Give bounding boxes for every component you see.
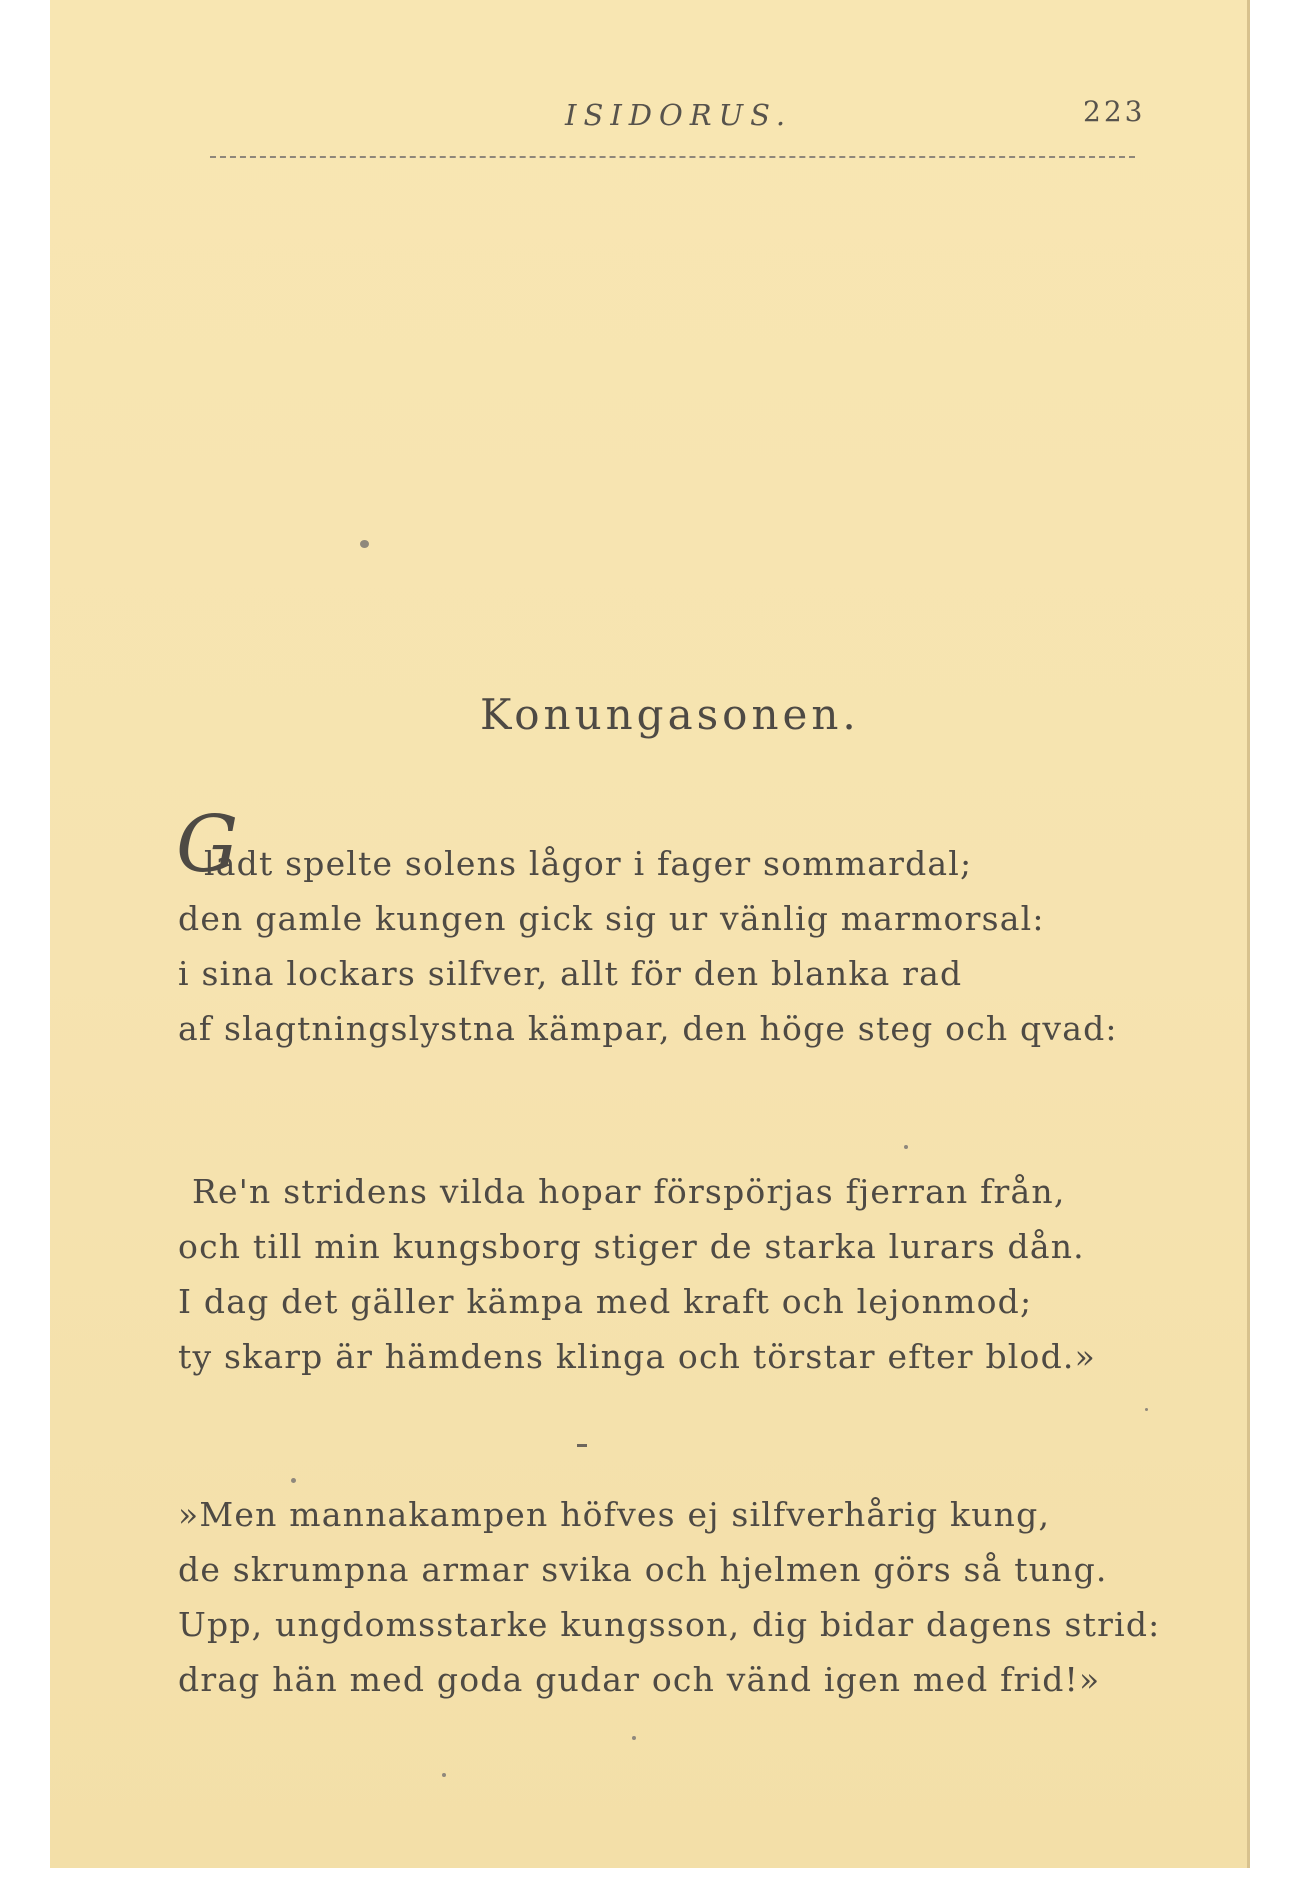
drop-cap-initial: G bbox=[176, 800, 239, 890]
verse-line: ladt spelte solens lågor i fager sommardal; bbox=[204, 844, 973, 883]
ink-dash bbox=[577, 1444, 587, 1447]
header-rule bbox=[210, 156, 1135, 158]
verse-line: I dag det gäller kämpa med kraft och lejonmod; bbox=[178, 1282, 1033, 1321]
book-page bbox=[50, 0, 1250, 1868]
verse-line: drag hän med goda gudar och vänd igen med frid!» bbox=[178, 1660, 1101, 1699]
verse-line: »Men mannakampen höfves ej silfverhårig kung, bbox=[178, 1495, 1051, 1534]
verse-line: Re'n stridens vilda hopar förspörjas fjerran från, bbox=[192, 1172, 1066, 1211]
verse-line: den gamle kungen gick sig ur vänlig marmorsal: bbox=[178, 899, 1045, 938]
stanza-1 bbox=[178, 836, 1138, 1056]
ink-speck bbox=[442, 1773, 446, 1777]
ink-speck bbox=[1145, 1408, 1148, 1411]
poem-title: Konungasonen. bbox=[480, 690, 860, 739]
verse-line: och till min kungsborg stiger de starka lurars dån. bbox=[178, 1227, 1085, 1266]
verse-line: ty skarp är hämdens klinga och törstar efter blod.» bbox=[178, 1337, 1097, 1376]
running-title: ISIDORUS. bbox=[565, 98, 793, 132]
stanza-2 bbox=[178, 1164, 1138, 1384]
stanza-3 bbox=[178, 1487, 1161, 1707]
ink-speck bbox=[632, 1736, 636, 1740]
ink-speck bbox=[904, 1145, 908, 1149]
verse-line: af slagtningslystna kämpar, den höge steg och qvad: bbox=[178, 1009, 1118, 1048]
ink-speck bbox=[291, 1478, 296, 1483]
verse-line: de skrumpna armar svika och hjelmen görs så tung. bbox=[178, 1550, 1108, 1589]
verse-line: Upp, ungdomsstarke kungsson, dig bidar dagens strid: bbox=[178, 1605, 1161, 1644]
ink-speck bbox=[360, 540, 369, 548]
page-number: 223 bbox=[1083, 95, 1146, 128]
verse-line: i sina lockars silfver, allt för den blanka rad bbox=[178, 954, 963, 993]
